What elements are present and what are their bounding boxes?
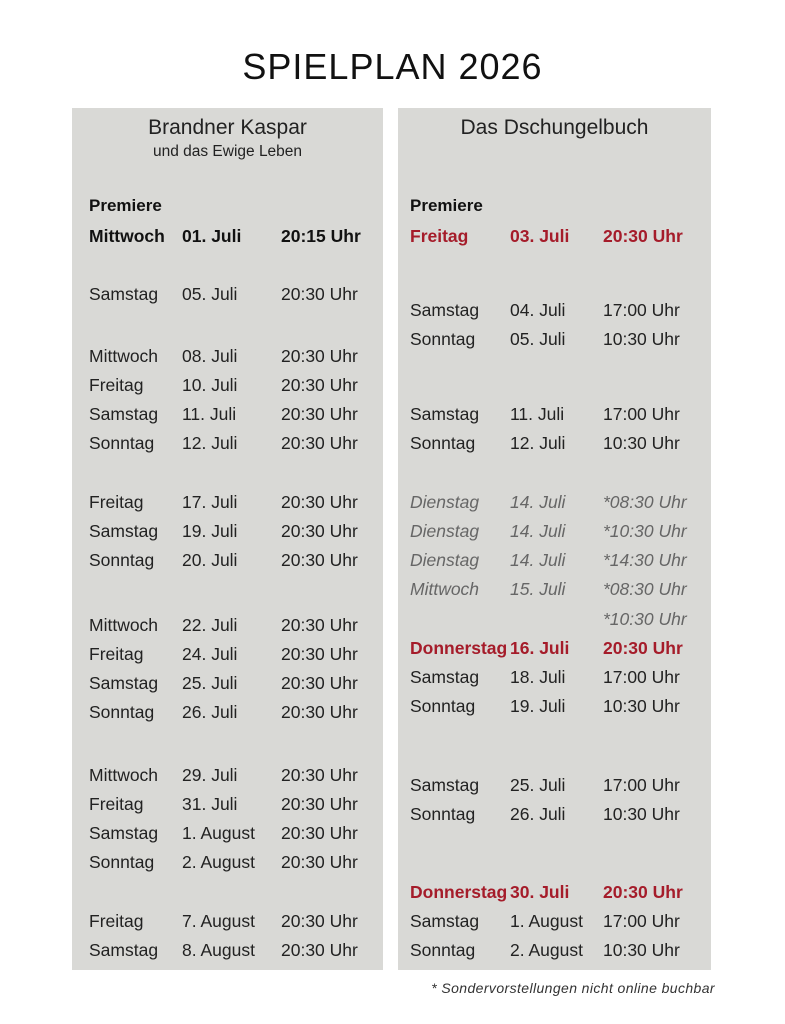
performance-date: 08. Juli [182,346,238,366]
performance-time: 20:30 Uhr [281,492,358,512]
performance-row [398,694,711,718]
performance-date: 04. Juli [510,300,566,320]
performance-row [398,802,711,826]
performance-date: 01. Juli [182,226,242,246]
performance-day: Dienstag [410,550,480,570]
performance-time: 20:30 Uhr [281,673,358,693]
performance-row [72,938,383,962]
performance-time: *14:30 Uhr [603,550,687,570]
performance-date: 03. Juli [510,226,570,246]
footnote: * Sondervorstellungen nicht online buchbar [431,980,715,996]
performance-time: 17:00 Uhr [603,667,680,687]
performance-time: 20:30 Uhr [281,404,358,424]
performance-date: 31. Juli [182,794,238,814]
performance-time: *10:30 Uhr [603,609,687,629]
performance-day: Freitag [89,644,144,664]
performance-time: 20:30 Uhr [603,882,683,902]
performance-row [398,909,711,933]
performance-date: 7. August [182,911,255,931]
performance-day: Sonntag [89,550,155,570]
performance-row [72,792,383,816]
performance-row [398,298,711,322]
performance-row [72,671,383,695]
premiere-label: Premiere [410,196,483,215]
performance-time: 20:30 Uhr [281,702,358,722]
performance-day: Freitag [89,492,144,512]
performance-day: Freitag [89,375,144,395]
performance-day: Donnerstag [410,638,508,658]
performance-row [398,636,711,660]
performance-day: Dienstag [410,492,480,512]
performance-date: 12. Juli [182,433,238,453]
performance-day: Mittwoch [89,346,159,366]
performance-day: Samstag [89,404,159,424]
performance-date: 05. Juli [510,329,566,349]
performance-time: 20:30 Uhr [281,346,358,366]
performance-time: 10:30 Uhr [603,433,680,453]
performance-time: 10:30 Uhr [603,804,680,824]
performance-time: 10:30 Uhr [603,329,680,349]
performance-time: 17:00 Uhr [603,911,680,931]
performance-time: 20:30 Uhr [281,644,358,664]
premiere-label: Premiere [89,196,162,215]
performance-date: 26. Juli [182,702,238,722]
performance-day: Samstag [410,667,480,687]
performance-day: Samstag [410,404,480,424]
performance-day: Sonntag [410,940,476,960]
performance-date: 26. Juli [510,804,566,824]
performance-row [72,490,383,514]
performance-date: 8. August [182,940,255,960]
performance-time: 20:30 Uhr [281,615,358,635]
performance-time: 20:30 Uhr [603,638,683,658]
performance-row [398,224,711,248]
performance-day: Samstag [89,284,159,304]
performance-row [398,665,711,689]
performance-day: Samstag [89,521,159,541]
performance-row [72,519,383,543]
performance-date: 16. Juli [510,638,570,658]
performance-date: 17. Juli [182,492,238,512]
performance-date: 11. Juli [510,404,565,424]
performance-row [72,402,383,426]
performance-time: *10:30 Uhr [603,521,687,541]
performance-date: 2. August [182,852,255,872]
performance-row [72,373,383,397]
performance-day: Sonntag [89,433,155,453]
performance-date: 15. Juli [510,579,566,599]
performance-date: 25. Juli [510,775,566,795]
performance-day: Samstag [410,300,480,320]
performance-day: Mittwoch [89,226,165,246]
performance-row [72,548,383,572]
performance-day: Mittwoch [89,765,159,785]
show-title: Das Dschungelbuch [460,116,649,139]
performance-time: 20:30 Uhr [281,521,358,541]
performance-row [72,344,383,368]
performance-date: 14. Juli [510,521,566,541]
performance-row [398,938,711,962]
performance-day: Sonntag [89,852,155,872]
performance-row [398,880,711,904]
performance-date: 10. Juli [182,375,238,395]
performance-time: 17:00 Uhr [603,775,680,795]
performance-date: 24. Juli [182,644,238,664]
performance-day: Donnerstag [410,882,508,902]
performance-time: *08:30 Uhr [603,492,687,512]
schedule-panel-dschungelbuch [398,108,711,970]
performance-time: 20:30 Uhr [281,823,358,843]
performance-day: Mittwoch [89,615,159,635]
performance-row [72,613,383,637]
performance-time: 17:00 Uhr [603,300,680,320]
show-subtitle: und das Ewige Leben [152,143,303,160]
performance-row [398,490,711,514]
show-title: Brandner Kaspar [148,116,307,139]
performance-date: 11. Juli [182,404,237,424]
performance-row [72,282,383,306]
performance-date: 05. Juli [182,284,238,304]
performance-row [72,909,383,933]
performance-date: 20. Juli [182,550,238,570]
performance-time: 20:30 Uhr [281,550,358,570]
performance-row [72,821,383,845]
performance-date: 18. Juli [510,667,566,687]
performance-time: 20:30 Uhr [281,794,358,814]
performance-day: Samstag [89,940,159,960]
performance-date: 12. Juli [510,433,566,453]
performance-date: 14. Juli [510,550,566,570]
performance-time: 10:30 Uhr [603,696,680,716]
performance-row [72,642,383,666]
performance-time: 20:30 Uhr [281,940,358,960]
performance-date: 19. Juli [182,521,238,541]
performance-time: 20:30 Uhr [603,226,683,246]
performance-time: 10:30 Uhr [603,940,680,960]
performance-day: Samstag [410,775,480,795]
performance-day: Sonntag [410,804,476,824]
performance-day: Freitag [89,911,144,931]
performance-row [398,773,711,797]
performance-date: 25. Juli [182,673,238,693]
performance-day: Freitag [410,226,469,246]
performance-day: Samstag [89,673,159,693]
performance-day: Sonntag [410,696,476,716]
performance-time: *08:30 Uhr [603,579,687,599]
performance-time: 20:30 Uhr [281,911,358,931]
performance-time: 20:30 Uhr [281,375,358,395]
performance-day: Sonntag [410,329,476,349]
performance-day: Samstag [410,911,480,931]
performance-date: 2. August [510,940,583,960]
performance-day: Sonntag [410,433,476,453]
performance-date: 29. Juli [182,765,238,785]
schedule-panel-brandner-kaspar [72,108,383,970]
performance-time: 20:30 Uhr [281,765,358,785]
performance-day: Mittwoch [410,579,480,599]
performance-time: 20:30 Uhr [281,284,358,304]
performance-row [72,700,383,724]
performance-date: 19. Juli [510,696,566,716]
performance-date: 22. Juli [182,615,238,635]
performance-row [72,763,383,787]
performance-row [72,431,383,455]
performance-time: 20:15 Uhr [281,226,361,246]
page-title: SPIELPLAN 2026 [242,46,543,87]
performance-date: 14. Juli [510,492,566,512]
performance-row [398,519,711,543]
performance-row [398,431,711,455]
performance-time: 17:00 Uhr [603,404,680,424]
performance-row [398,327,711,351]
performance-row [72,224,383,248]
performance-time: 20:30 Uhr [281,852,358,872]
performance-day: Freitag [89,794,144,814]
performance-row [398,607,711,631]
performance-row [398,402,711,426]
performance-day: Samstag [89,823,159,843]
performance-time: 20:30 Uhr [281,433,358,453]
performance-date: 30. Juli [510,882,570,902]
performance-row [398,548,711,572]
performance-date: 1. August [510,911,583,931]
performance-day: Sonntag [89,702,155,722]
performance-row [398,577,711,601]
performance-day: Dienstag [410,521,480,541]
performance-date: 1. August [182,823,255,843]
performance-row [72,850,383,874]
